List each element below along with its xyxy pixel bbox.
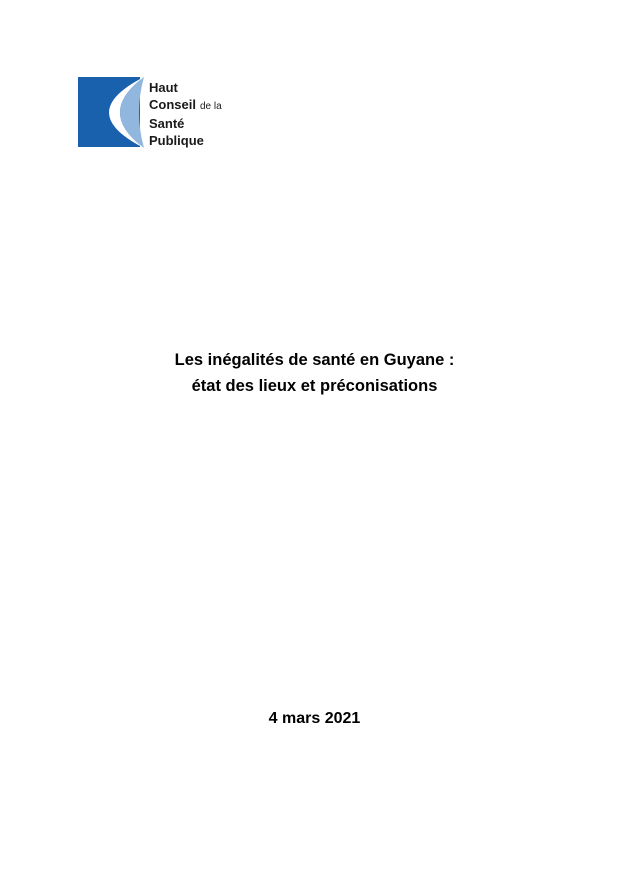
- logo-word-publique: Publique: [149, 133, 204, 148]
- document-date: 4 mars 2021: [268, 710, 361, 727]
- logo-word-haut: Haut: [149, 80, 178, 95]
- hcsp-crescent-icon: [78, 77, 144, 148]
- logo-word-sante: Santé: [149, 116, 185, 131]
- document-title: [0, 347, 629, 399]
- logo-word-conseil: Conseil de la: [149, 97, 222, 112]
- hcsp-logo: [78, 77, 222, 149]
- document-title-line1: Les inégalités de santé en Guyane :: [174, 351, 455, 369]
- document-title-line2: état des lieux et préconisations: [191, 377, 438, 395]
- logo-word-de-la: de la: [199, 101, 222, 112]
- logo-wordmark: [149, 79, 222, 149]
